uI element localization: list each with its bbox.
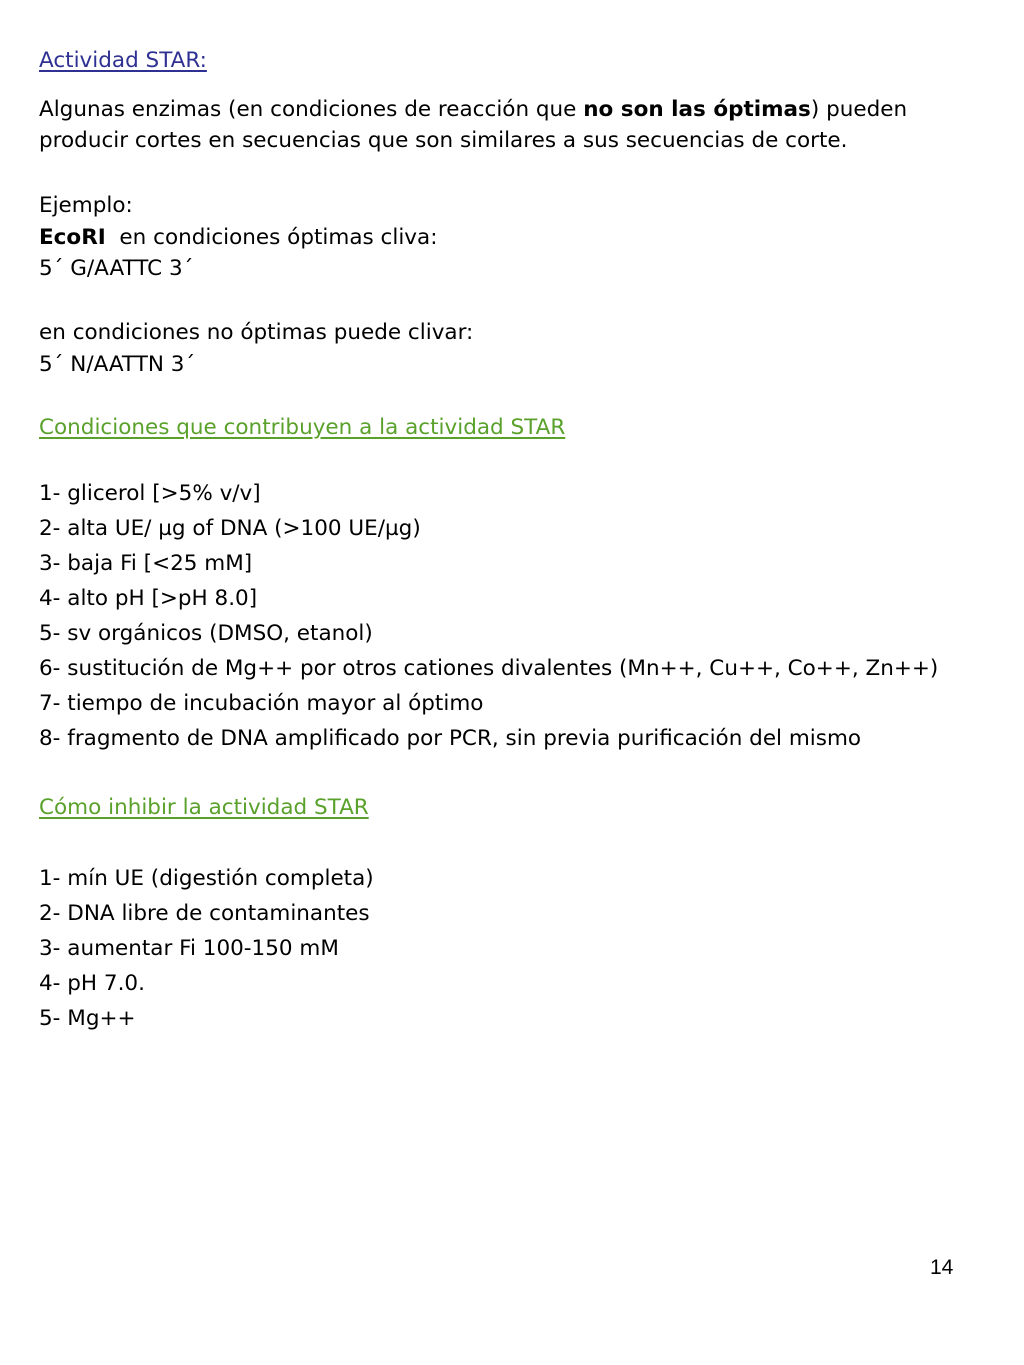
conditions-item: 1- glicerol [>5% v/v]: [39, 481, 261, 506]
intro-text-start: Algunas enzimas (en condiciones de reacción que: [39, 97, 584, 122]
conditions-item: 2- alta UE/ µg of DNA (>100 UE/µg): [39, 516, 421, 541]
page-number: 14: [930, 1256, 954, 1279]
inhibit-item: 3- aumentar Fi 100-150 mM: [39, 936, 339, 961]
inhibit-item: 5- Mg++: [39, 1006, 136, 1031]
conditions-item: 3- baja Fi [<25 mM]: [39, 551, 253, 576]
conditions-item: 5- sv orgánicos (DMSO, etanol): [39, 621, 373, 646]
inhibit-item: 1- mín UE (digestión completa): [39, 866, 374, 891]
example-label: Ejemplo:: [39, 193, 133, 218]
intro-emphasis: no son las óptimas: [583, 97, 811, 122]
conditions-item: 8- fragmento de DNA amplificado por PCR, sin previa purificación del mismo: [39, 726, 862, 751]
optimal-sequence: 5´ G/AATTC 3´: [39, 256, 194, 281]
conditions-item: 7- tiempo de incubación mayor al óptimo: [39, 691, 484, 716]
intro-text-end: ) pueden: [810, 97, 908, 122]
enzyme-description: en condiciones óptimas cliva:: [105, 225, 438, 250]
inhibit-item: 2- DNA libre de contaminantes: [39, 901, 370, 926]
intro-line-1: [39, 95, 907, 125]
nonoptimal-text: en condiciones no óptimas puede clivar:: [39, 320, 474, 345]
conditions-item: 6- sustitución de Mg++ por otros cationes divalentes (Mn++, Cu++, Co++, Zn++): [39, 656, 939, 681]
inhibit-item: 4- pH 7.0.: [39, 971, 145, 996]
nonoptimal-sequence: 5´ N/AATTN 3´: [39, 352, 196, 377]
inhibit-heading: Cómo inhibir la actividad STAR: [39, 795, 369, 820]
intro-line-2: producir cortes en secuencias que son similares a sus secuencias de corte.: [39, 128, 848, 153]
conditions-heading: Condiciones que contribuyen a la actividad STAR: [39, 415, 566, 440]
section-title: Actividad STAR:: [39, 48, 207, 73]
conditions-item: 4- alto pH [>pH 8.0]: [39, 586, 258, 611]
example-enzyme-line: [39, 223, 437, 253]
enzyme-name: EcoRI: [39, 225, 106, 250]
